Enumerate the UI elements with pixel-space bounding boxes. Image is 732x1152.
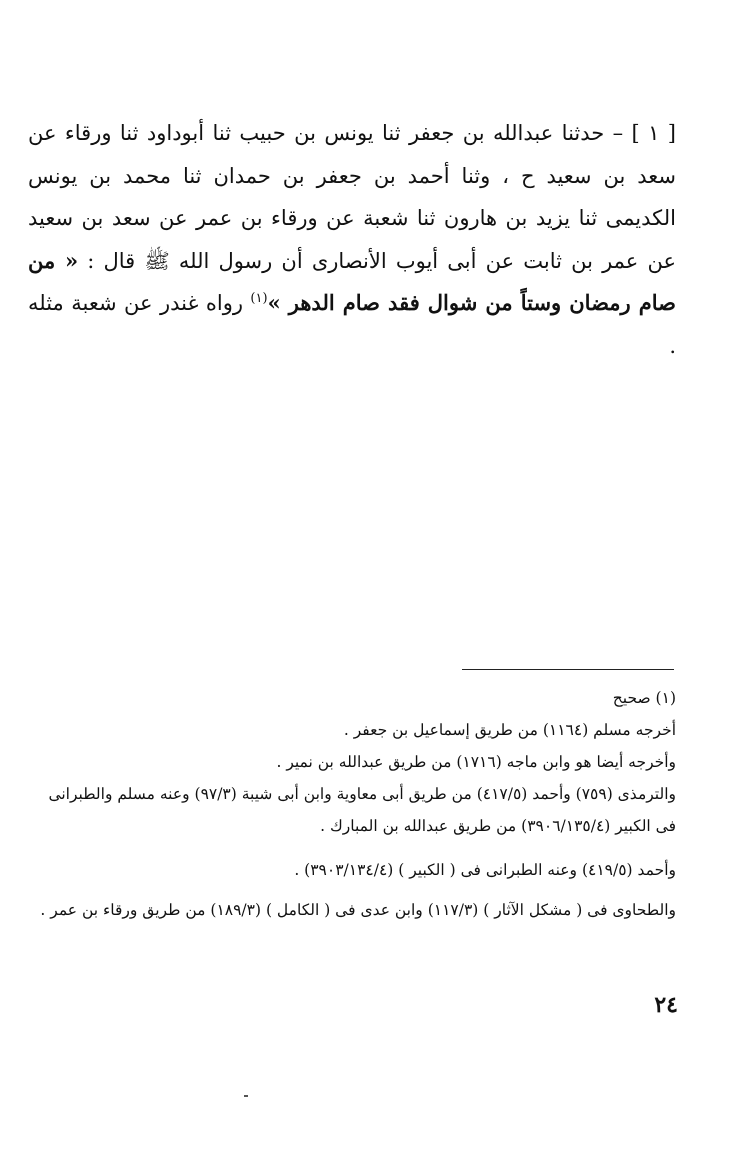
- main-text: [28, 112, 676, 367]
- footnote-grade: (١) صحيح: [612, 689, 676, 707]
- footnote-line: أخرجه مسلم (١١٦٤) من طريق إسماعيل بن جعفر .: [343, 721, 676, 739]
- footnote-separator: [462, 669, 674, 670]
- hadith-chain: [ ١ ] – حدثنا عبدالله بن جعفر ثنا يونس بن حبيب ثنا أبوداود ثنا ورقاء عن سعد بن سعيد ح ، وثنا أحمد بن جعفر بن حمدان ثنا محمد بن يونس الكديمى ثنا يزيد بن هارون ثنا شعبة عن ورقاء بن عمر عن سعد بن سعيد عن عمر بن ثابت عن أبى أيوب الأنصارى أن رسول الله ﷺ قال :: [28, 121, 676, 273]
- footnote-line: وأحمد (٤١٩/٥) وعنه الطبرانى فى ( الكبير ) (٣٩٠٣/١٣٤/٤) .: [294, 861, 676, 879]
- footnote-line: وأخرجه أيضا هو وابن ماجه (١٧١٦) من طريق عبدالله بن نمير .: [276, 753, 676, 771]
- hadith-paragraph: [28, 112, 676, 367]
- footnote-marker: (١): [250, 291, 268, 306]
- hadith-quote: « من صام رمضان وستاً من شوال فقد صام الدهر »: [28, 247, 676, 315]
- footnote-line: والطحاوى فى ( مشكل الآثار ) (١١٧/٣) وابن عدى فى ( الكامل ) (١٨٩/٣) من طريق ورقاء بن عمر .: [40, 901, 676, 919]
- print-speck: [244, 1095, 248, 1097]
- page-number: ٢٤: [654, 992, 678, 1018]
- footnotes: [32, 682, 676, 926]
- footnote-line: والترمذى (٧٥٩) وأحمد (٤١٧/٥) من طريق أبى معاوية وابن أبى شيبة (٩٧/٣) وعنه مسلم والطبرانى فى الكبير (٣٩٠٦/١٣٥/٤) من طريق عبدالله بن المبارك .: [48, 785, 676, 835]
- hadith-closing: رواه غندر عن شعبة مثله .: [28, 291, 676, 358]
